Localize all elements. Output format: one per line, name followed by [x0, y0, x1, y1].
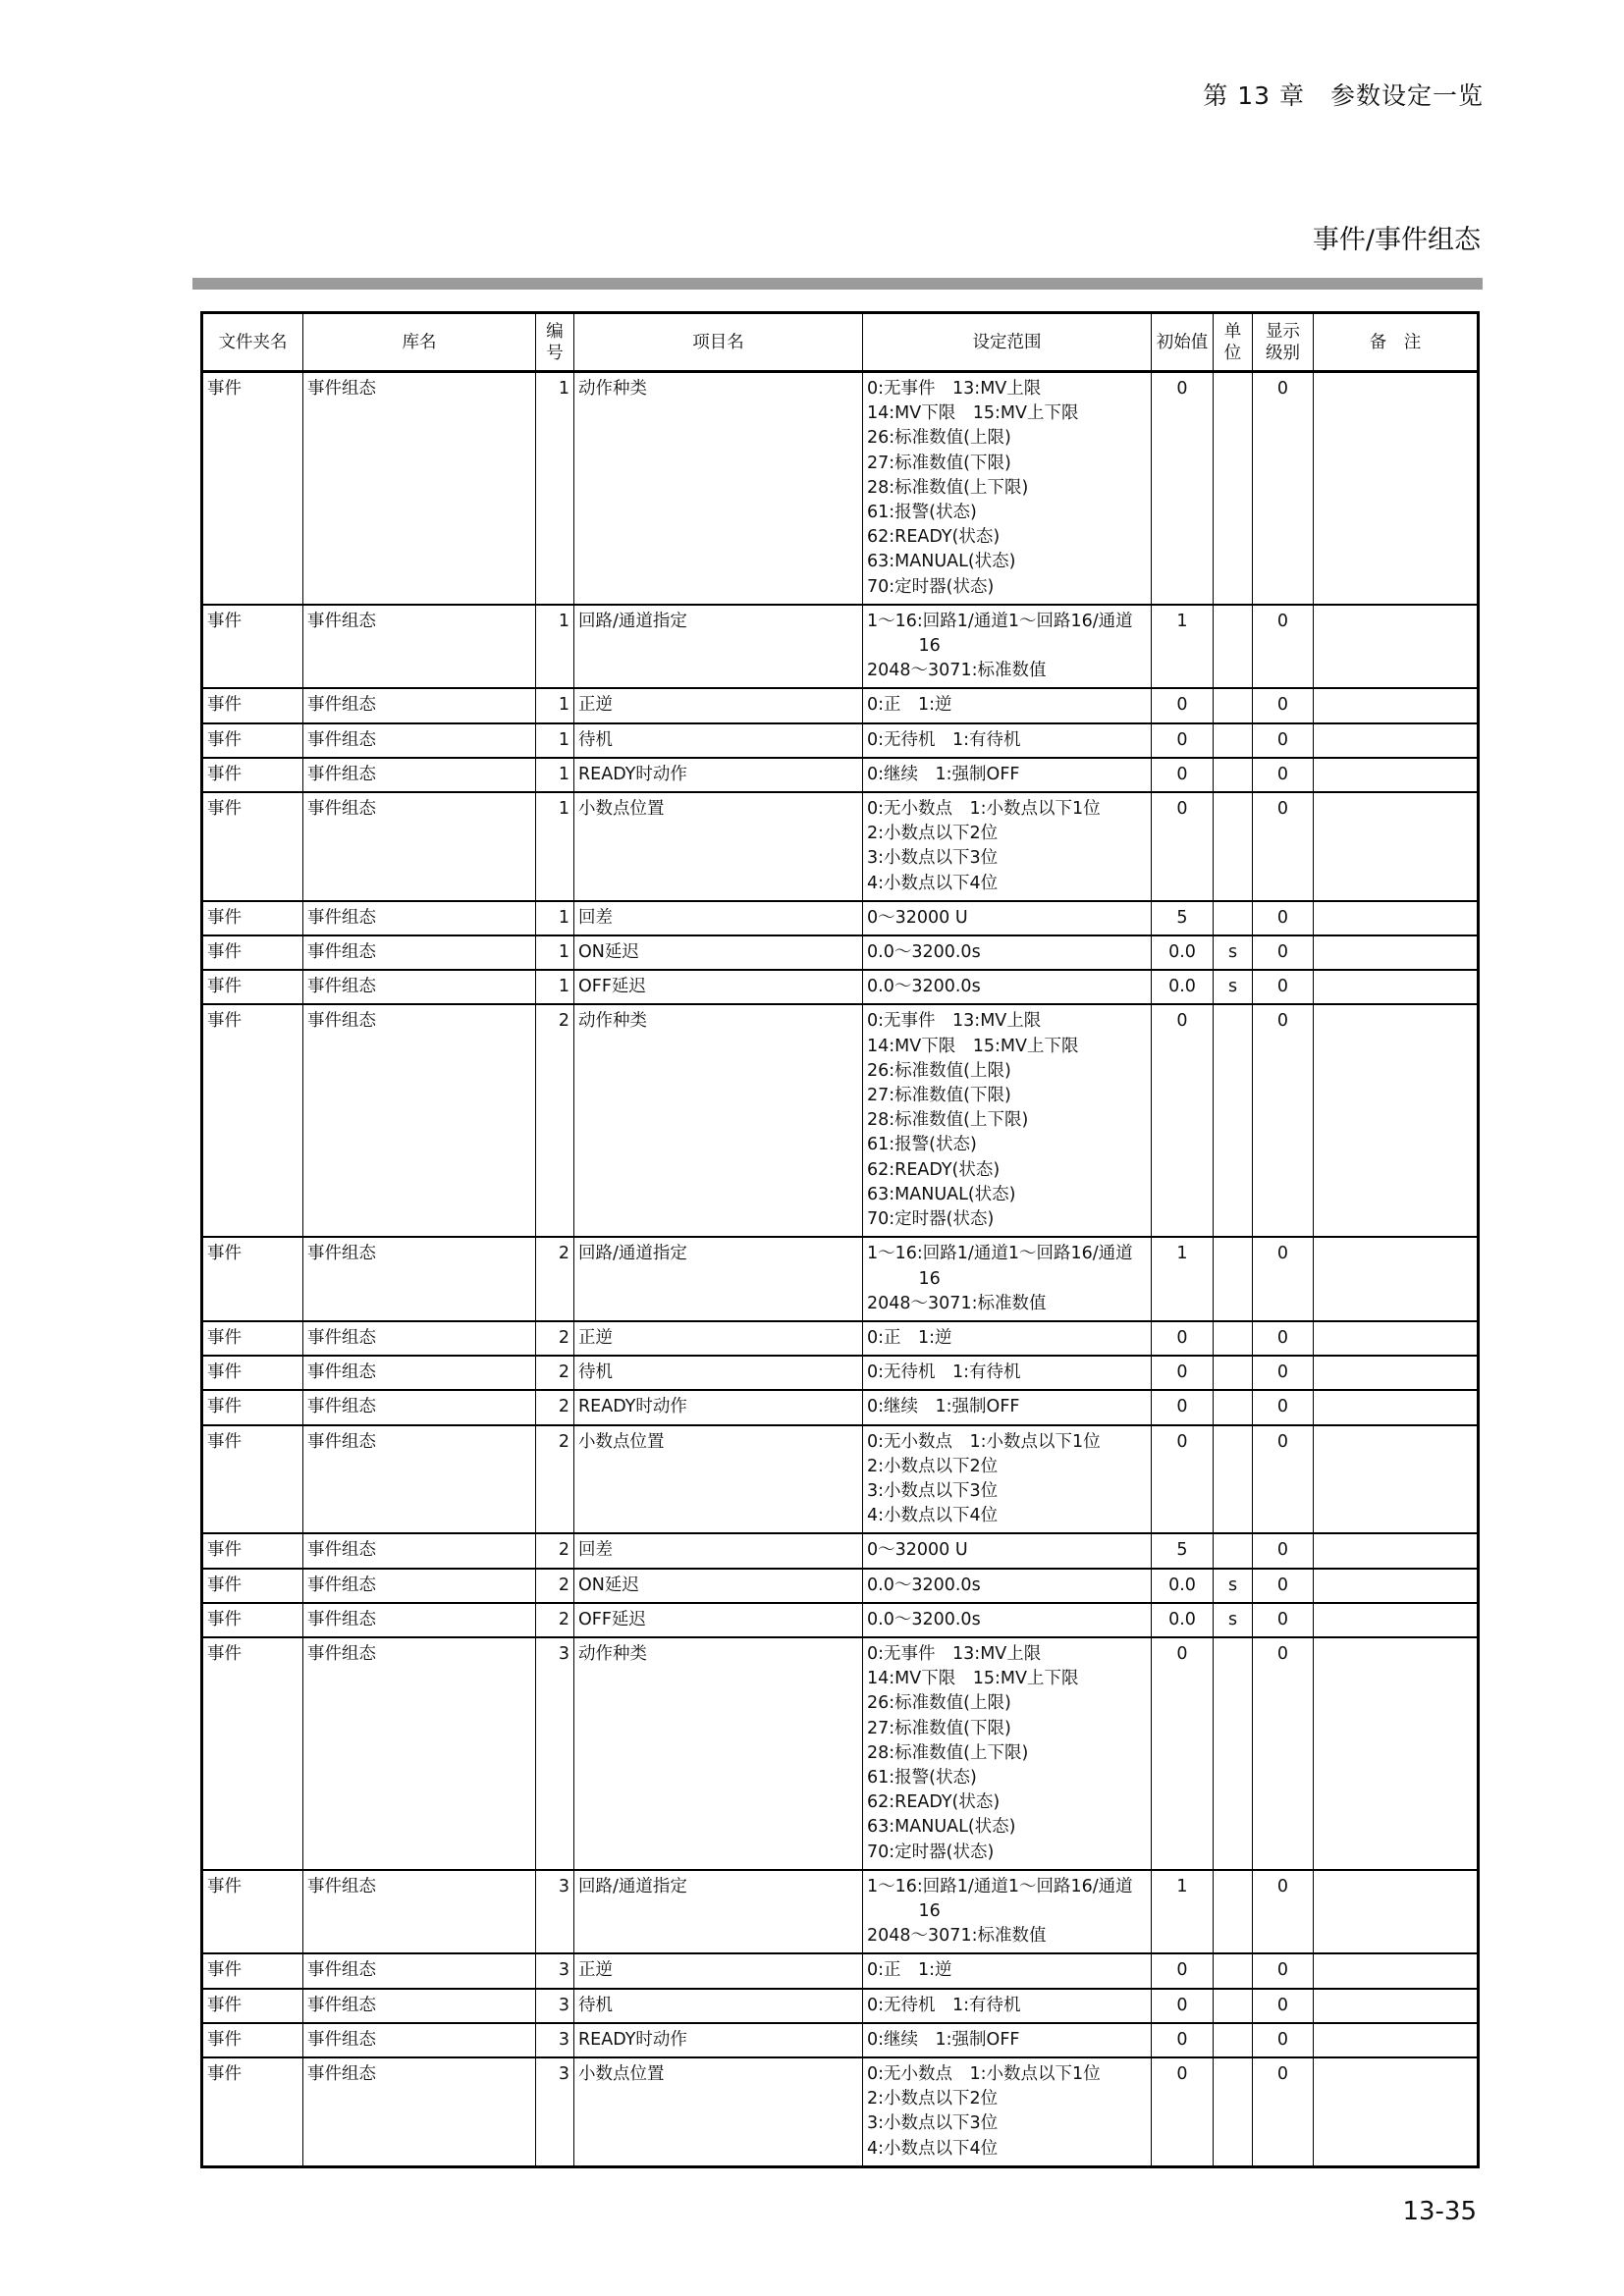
- cell-no: 1: [536, 935, 574, 970]
- cell-folder: 事件: [202, 1603, 303, 1637]
- cell-init: 0: [1152, 1004, 1214, 1237]
- cell-no: 1: [536, 758, 574, 792]
- cell-level: 0: [1253, 372, 1314, 605]
- cell-folder: 事件: [202, 1321, 303, 1356]
- cell-range: 0:无小数点 1:小数点以下1位 2:小数点以下2位 3:小数点以下3位 4:小数点以下4位: [863, 2057, 1152, 2166]
- cell-library: 事件组态: [303, 1953, 536, 1988]
- cell-level: 0: [1253, 1425, 1314, 1534]
- cell-no: 1: [536, 970, 574, 1004]
- cell-folder: 事件: [202, 688, 303, 722]
- cell-note: [1314, 372, 1479, 605]
- table-row: [202, 723, 1479, 758]
- cell-init: 5: [1152, 1533, 1214, 1568]
- cell-library: 事件组态: [303, 1870, 536, 1954]
- cell-folder: 事件: [202, 758, 303, 792]
- cell-range: 0:无小数点 1:小数点以下1位 2:小数点以下2位 3:小数点以下3位 4:小数点以下4位: [863, 792, 1152, 901]
- column-header-level-line1: 显示: [1266, 321, 1300, 342]
- cell-unit: [1214, 2057, 1253, 2166]
- cell-range: 1～16:回路1/通道1～回路16/通道 16 2048～3071:标准数值: [863, 605, 1152, 689]
- cell-unit: [1214, 758, 1253, 792]
- cell-init: 0: [1152, 1637, 1214, 1870]
- cell-unit: [1214, 1425, 1253, 1534]
- cell-level: 0: [1253, 2023, 1314, 2057]
- cell-unit: [1214, 901, 1253, 935]
- cell-note: [1314, 970, 1479, 1004]
- cell-library: 事件组态: [303, 2023, 536, 2057]
- cell-item: 小数点位置: [574, 792, 863, 901]
- cell-unit: [1214, 1533, 1253, 1568]
- cell-item: 待机: [574, 1989, 863, 2023]
- cell-no: 2: [536, 1321, 574, 1356]
- cell-init: 0: [1152, 792, 1214, 901]
- cell-folder: 事件: [202, 723, 303, 758]
- cell-range: 0:无待机 1:有待机: [863, 1989, 1152, 2023]
- cell-library: 事件组态: [303, 1356, 536, 1390]
- table-row: [202, 1603, 1479, 1637]
- cell-unit: [1214, 1870, 1253, 1954]
- cell-unit: [1214, 1237, 1253, 1321]
- table-row: [202, 1637, 1479, 1870]
- cell-init: 0.0: [1152, 1569, 1214, 1603]
- table-row: [202, 1870, 1479, 1954]
- cell-range: 0:无事件 13:MV上限 14:MV下限 15:MV上下限 26:标准数值(上限) 27:标准数值(下限) 28:标准数值(上下限) 61:报警(状态) 62:READY(状态) 63:MANUAL(状态) 70:定时器(状态): [863, 372, 1152, 605]
- table-row: [202, 1569, 1479, 1603]
- cell-unit: [1214, 1989, 1253, 2023]
- table-row: [202, 1390, 1479, 1424]
- cell-init: 1: [1152, 1237, 1214, 1321]
- cell-level: 0: [1253, 758, 1314, 792]
- table-row: [202, 970, 1479, 1004]
- cell-range: 0:继续 1:强制OFF: [863, 2023, 1152, 2057]
- table-row: [202, 2023, 1479, 2057]
- cell-range: 0～32000 U: [863, 901, 1152, 935]
- cell-note: [1314, 1953, 1479, 1988]
- cell-level: 0: [1253, 901, 1314, 935]
- cell-no: 1: [536, 605, 574, 689]
- cell-note: [1314, 2023, 1479, 2057]
- cell-no: 2: [536, 1237, 574, 1321]
- cell-level: 0: [1253, 723, 1314, 758]
- cell-no: 3: [536, 1953, 574, 1988]
- cell-folder: 事件: [202, 2023, 303, 2057]
- section-title: 事件/事件组态: [1312, 225, 1481, 255]
- cell-no: 2: [536, 1425, 574, 1534]
- cell-no: 2: [536, 1390, 574, 1424]
- cell-item: 待机: [574, 723, 863, 758]
- table-row: [202, 1989, 1479, 2023]
- cell-init: 5: [1152, 901, 1214, 935]
- cell-init: 0: [1152, 1321, 1214, 1356]
- cell-library: 事件组态: [303, 723, 536, 758]
- cell-library: 事件组态: [303, 1989, 536, 2023]
- table-row: [202, 2057, 1479, 2166]
- cell-no: 3: [536, 2057, 574, 2166]
- cell-init: 0: [1152, 2057, 1214, 2166]
- cell-item: 待机: [574, 1356, 863, 1390]
- cell-level: 0: [1253, 970, 1314, 1004]
- cell-note: [1314, 688, 1479, 722]
- page-number: 13-35: [1402, 2197, 1477, 2226]
- cell-range: 0:正 1:逆: [863, 1321, 1152, 1356]
- table-body: [202, 372, 1479, 2167]
- cell-library: 事件组态: [303, 1425, 536, 1534]
- cell-unit: [1214, 2023, 1253, 2057]
- cell-unit: [1214, 723, 1253, 758]
- cell-folder: 事件: [202, 935, 303, 970]
- cell-unit: s: [1214, 970, 1253, 1004]
- cell-level: 0: [1253, 1533, 1314, 1568]
- cell-init: 0.0: [1152, 1603, 1214, 1637]
- cell-folder: 事件: [202, 1637, 303, 1870]
- cell-folder: 事件: [202, 605, 303, 689]
- cell-item: 正逆: [574, 1321, 863, 1356]
- column-header-unit: 单位: [1214, 313, 1253, 372]
- cell-library: 事件组态: [303, 935, 536, 970]
- cell-range: 0.0～3200.0s: [863, 970, 1152, 1004]
- cell-item: 动作种类: [574, 372, 863, 605]
- cell-range: 0:正 1:逆: [863, 1953, 1152, 1988]
- cell-library: 事件组态: [303, 372, 536, 605]
- cell-no: 3: [536, 1870, 574, 1954]
- cell-unit: [1214, 1004, 1253, 1237]
- cell-init: 0: [1152, 758, 1214, 792]
- cell-range: 0.0～3200.0s: [863, 935, 1152, 970]
- cell-folder: 事件: [202, 1989, 303, 2023]
- cell-level: 0: [1253, 935, 1314, 970]
- table-row: [202, 758, 1479, 792]
- cell-folder: 事件: [202, 372, 303, 605]
- cell-unit: [1214, 372, 1253, 605]
- cell-unit: [1214, 605, 1253, 689]
- cell-item: 小数点位置: [574, 1425, 863, 1534]
- cell-folder: 事件: [202, 970, 303, 1004]
- cell-note: [1314, 1390, 1479, 1424]
- cell-no: 2: [536, 1356, 574, 1390]
- cell-init: 0.0: [1152, 970, 1214, 1004]
- cell-library: 事件组态: [303, 1533, 536, 1568]
- cell-level: 0: [1253, 1356, 1314, 1390]
- cell-item: 回路/通道指定: [574, 605, 863, 689]
- cell-init: 0: [1152, 688, 1214, 722]
- cell-item: 回差: [574, 1533, 863, 1568]
- table-row: [202, 605, 1479, 689]
- cell-library: 事件组态: [303, 970, 536, 1004]
- cell-library: 事件组态: [303, 1004, 536, 1237]
- cell-item: 回差: [574, 901, 863, 935]
- cell-item: 动作种类: [574, 1637, 863, 1870]
- cell-init: 0.0: [1152, 935, 1214, 970]
- cell-library: 事件组态: [303, 1569, 536, 1603]
- cell-library: 事件组态: [303, 2057, 536, 2166]
- column-header-level: [1253, 313, 1314, 372]
- cell-folder: 事件: [202, 1004, 303, 1237]
- cell-level: 0: [1253, 1321, 1314, 1356]
- parameter-table: [200, 311, 1480, 2168]
- cell-item: 正逆: [574, 688, 863, 722]
- cell-item: ON延迟: [574, 1569, 863, 1603]
- cell-unit: [1214, 1637, 1253, 1870]
- cell-level: 0: [1253, 1953, 1314, 1988]
- cell-level: 0: [1253, 1989, 1314, 2023]
- cell-item: OFF延迟: [574, 970, 863, 1004]
- cell-unit: s: [1214, 1569, 1253, 1603]
- table-header-row: [202, 313, 1479, 372]
- cell-range: 0:继续 1:强制OFF: [863, 1390, 1152, 1424]
- cell-note: [1314, 605, 1479, 689]
- cell-unit: [1214, 1356, 1253, 1390]
- cell-range: 0:无小数点 1:小数点以下1位 2:小数点以下2位 3:小数点以下3位 4:小数点以下4位: [863, 1425, 1152, 1534]
- cell-init: 0: [1152, 1425, 1214, 1534]
- cell-no: 2: [536, 1004, 574, 1237]
- cell-note: [1314, 792, 1479, 901]
- cell-range: 0:无事件 13:MV上限 14:MV下限 15:MV上下限 26:标准数值(上限) 27:标准数值(下限) 28:标准数值(上下限) 61:报警(状态) 62:READY(状态) 63:MANUAL(状态) 70:定时器(状态): [863, 1004, 1152, 1237]
- cell-item: 动作种类: [574, 1004, 863, 1237]
- cell-item: OFF延迟: [574, 1603, 863, 1637]
- cell-level: 0: [1253, 1603, 1314, 1637]
- column-header-item: 项目名: [574, 313, 863, 372]
- cell-no: 3: [536, 1989, 574, 2023]
- cell-range: 0.0～3200.0s: [863, 1603, 1152, 1637]
- cell-range: 0:继续 1:强制OFF: [863, 758, 1152, 792]
- cell-level: 0: [1253, 688, 1314, 722]
- cell-no: 3: [536, 2023, 574, 2057]
- cell-unit: [1214, 688, 1253, 722]
- cell-library: 事件组态: [303, 901, 536, 935]
- cell-folder: 事件: [202, 1237, 303, 1321]
- cell-item: 小数点位置: [574, 2057, 863, 2166]
- cell-level: 0: [1253, 1569, 1314, 1603]
- cell-library: 事件组态: [303, 1321, 536, 1356]
- cell-note: [1314, 935, 1479, 970]
- cell-no: 1: [536, 723, 574, 758]
- cell-library: 事件组态: [303, 1603, 536, 1637]
- cell-unit: [1214, 1390, 1253, 1424]
- table-row: [202, 1425, 1479, 1534]
- cell-item: 回路/通道指定: [574, 1870, 863, 1954]
- cell-range: 0.0～3200.0s: [863, 1569, 1152, 1603]
- cell-level: 0: [1253, 1390, 1314, 1424]
- cell-library: 事件组态: [303, 1237, 536, 1321]
- cell-init: 0: [1152, 723, 1214, 758]
- table-row: [202, 1321, 1479, 1356]
- cell-library: 事件组态: [303, 1390, 536, 1424]
- cell-note: [1314, 1870, 1479, 1954]
- cell-folder: 事件: [202, 1953, 303, 1988]
- cell-item: READY时动作: [574, 758, 863, 792]
- cell-item: ON延迟: [574, 935, 863, 970]
- cell-folder: 事件: [202, 1533, 303, 1568]
- cell-unit: [1214, 1953, 1253, 1988]
- cell-folder: 事件: [202, 901, 303, 935]
- column-header-folder: 文件夹名: [202, 313, 303, 372]
- table-row: [202, 935, 1479, 970]
- cell-note: [1314, 1356, 1479, 1390]
- cell-note: [1314, 1425, 1479, 1534]
- cell-level: 0: [1253, 2057, 1314, 2166]
- column-header-init: 初始值: [1152, 313, 1214, 372]
- cell-folder: 事件: [202, 1390, 303, 1424]
- cell-init: 1: [1152, 1870, 1214, 1954]
- cell-folder: 事件: [202, 2057, 303, 2166]
- cell-level: 0: [1253, 1004, 1314, 1237]
- table-row: [202, 1356, 1479, 1390]
- cell-init: 0: [1152, 1953, 1214, 1988]
- cell-note: [1314, 901, 1479, 935]
- table-row: [202, 792, 1479, 901]
- cell-note: [1314, 1569, 1479, 1603]
- column-header-level-line2: 级别: [1266, 343, 1300, 363]
- cell-range: 0:无待机 1:有待机: [863, 1356, 1152, 1390]
- cell-library: 事件组态: [303, 1637, 536, 1870]
- cell-no: 3: [536, 1637, 574, 1870]
- cell-library: 事件组态: [303, 758, 536, 792]
- cell-unit: s: [1214, 935, 1253, 970]
- cell-level: 0: [1253, 605, 1314, 689]
- cell-note: [1314, 1603, 1479, 1637]
- cell-folder: 事件: [202, 1569, 303, 1603]
- cell-init: 0: [1152, 372, 1214, 605]
- cell-note: [1314, 1004, 1479, 1237]
- cell-init: 0: [1152, 1356, 1214, 1390]
- cell-no: 1: [536, 372, 574, 605]
- column-header-note: 备 注: [1314, 313, 1479, 372]
- cell-unit: [1214, 792, 1253, 901]
- cell-init: 0: [1152, 1989, 1214, 2023]
- cell-init: 1: [1152, 605, 1214, 689]
- column-header-range: 设定范围: [863, 313, 1152, 372]
- cell-range: 0:正 1:逆: [863, 688, 1152, 722]
- table-row: [202, 901, 1479, 935]
- cell-range: 0:无待机 1:有待机: [863, 723, 1152, 758]
- chapter-title: 第 13 章 参数设定一览: [1203, 81, 1484, 110]
- cell-no: 2: [536, 1569, 574, 1603]
- cell-range: 0:无事件 13:MV上限 14:MV下限 15:MV上下限 26:标准数值(上限) 27:标准数值(下限) 28:标准数值(上下限) 61:报警(状态) 62:READY(状态) 63:MANUAL(状态) 70:定时器(状态): [863, 1637, 1152, 1870]
- cell-unit: s: [1214, 1603, 1253, 1637]
- cell-init: 0: [1152, 2023, 1214, 2057]
- cell-note: [1314, 723, 1479, 758]
- cell-library: 事件组态: [303, 792, 536, 901]
- cell-library: 事件组态: [303, 605, 536, 689]
- column-header-no: 编号: [536, 313, 574, 372]
- column-header-library: 库名: [303, 313, 536, 372]
- cell-level: 0: [1253, 1870, 1314, 1954]
- cell-folder: 事件: [202, 792, 303, 901]
- cell-level: 0: [1253, 1237, 1314, 1321]
- cell-item: 正逆: [574, 1953, 863, 1988]
- table-row: [202, 688, 1479, 722]
- cell-note: [1314, 2057, 1479, 2166]
- cell-folder: 事件: [202, 1356, 303, 1390]
- cell-no: 2: [536, 1603, 574, 1637]
- cell-folder: 事件: [202, 1425, 303, 1534]
- table-row: [202, 1533, 1479, 1568]
- cell-item: 回路/通道指定: [574, 1237, 863, 1321]
- cell-library: 事件组态: [303, 688, 536, 722]
- cell-level: 0: [1253, 1637, 1314, 1870]
- cell-no: 1: [536, 688, 574, 722]
- table-row: [202, 372, 1479, 605]
- table-row: [202, 1237, 1479, 1321]
- cell-note: [1314, 1237, 1479, 1321]
- cell-range: 0～32000 U: [863, 1533, 1152, 1568]
- cell-item: READY时动作: [574, 1390, 863, 1424]
- cell-item: READY时动作: [574, 2023, 863, 2057]
- cell-range: 1～16:回路1/通道1～回路16/通道 16 2048～3071:标准数值: [863, 1237, 1152, 1321]
- cell-note: [1314, 1989, 1479, 2023]
- cell-folder: 事件: [202, 1870, 303, 1954]
- cell-note: [1314, 1321, 1479, 1356]
- table-row: [202, 1953, 1479, 1988]
- cell-note: [1314, 1637, 1479, 1870]
- cell-note: [1314, 758, 1479, 792]
- cell-no: 2: [536, 1533, 574, 1568]
- cell-note: [1314, 1533, 1479, 1568]
- cell-init: 0: [1152, 1390, 1214, 1424]
- cell-unit: [1214, 1321, 1253, 1356]
- cell-range: 1～16:回路1/通道1～回路16/通道 16 2048～3071:标准数值: [863, 1870, 1152, 1954]
- cell-level: 0: [1253, 792, 1314, 901]
- cell-no: 1: [536, 792, 574, 901]
- section-divider: [192, 278, 1483, 290]
- table-row: [202, 1004, 1479, 1237]
- cell-no: 1: [536, 901, 574, 935]
